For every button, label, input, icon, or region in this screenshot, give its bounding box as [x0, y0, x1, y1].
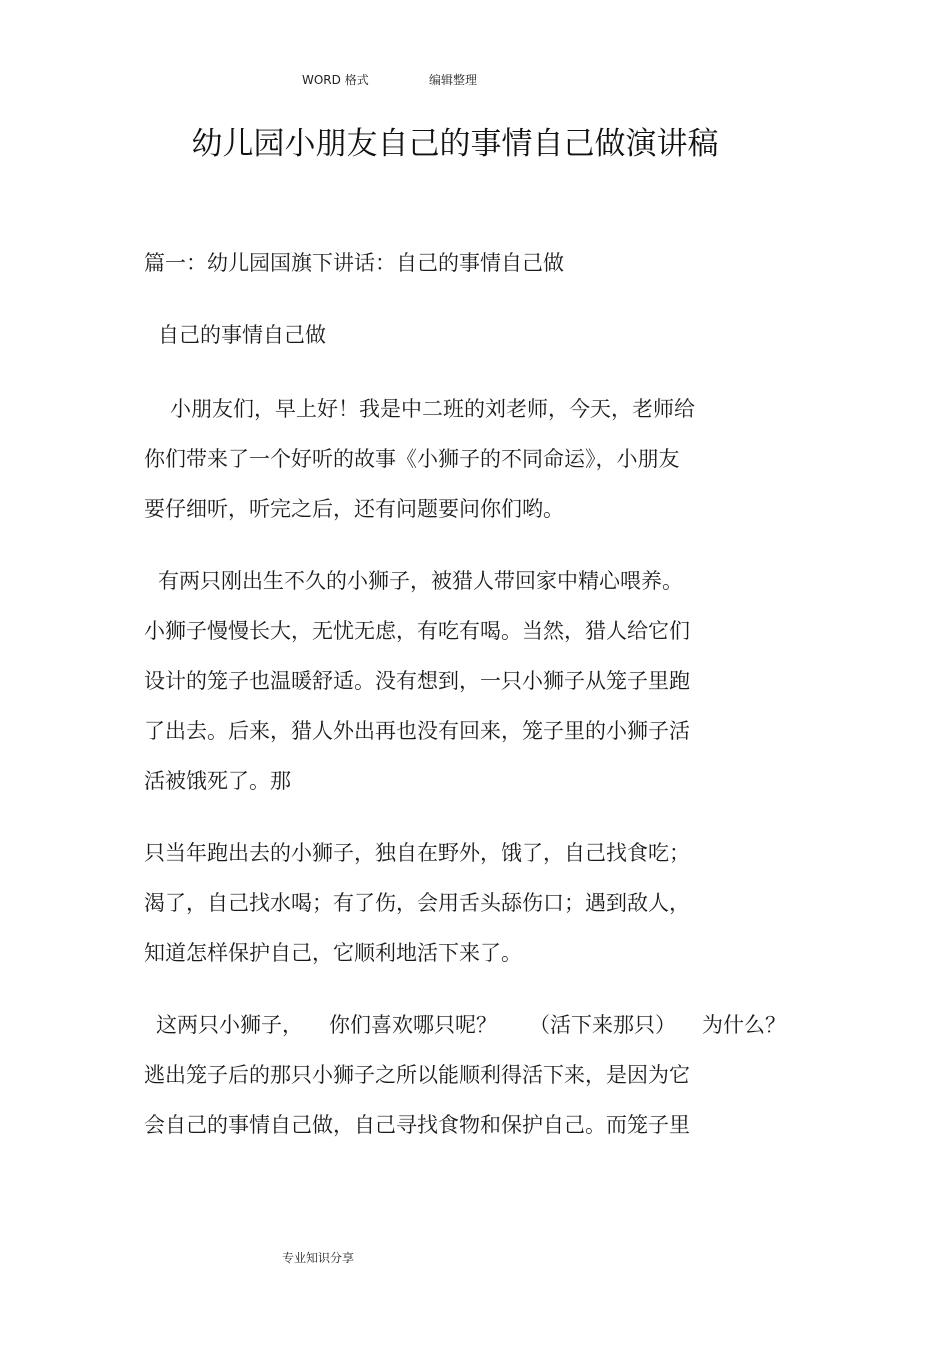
paragraph-4-line-3: 会自己的事情自己做，自己寻找食物和保护自己。而笼子里: [144, 1113, 690, 1137]
footer-label: 专业知识分享: [282, 1251, 355, 1265]
question-part-4: 为什么？: [702, 1013, 786, 1037]
paragraph-1-line-2: 你们带来了一个好听的故事《小狮子的不同命运》，小朋友: [144, 447, 680, 471]
paragraph-2-line-4: 了出去。后来，猎人外出再也没有回来，笼子里的小狮子活: [144, 719, 690, 743]
question-part-1: 这两只小狮子，: [156, 1013, 303, 1037]
paragraph-4-line-2: 逃出笼子后的那只小狮子之所以能顺利得活下来，是因为它: [144, 1063, 690, 1087]
paragraph-2-line-2: 小狮子慢慢长大，无忧无虑，有吃有喝。当然，猎人给它们: [144, 619, 690, 643]
header-edit-label: 编辑整理: [429, 73, 478, 87]
paragraph-2-line-1: 有两只刚出生不久的小狮子，被猎人带回家中精心喂养。: [158, 569, 683, 593]
paragraph-3-line-3: 知道怎样保护自己，它顺利地活下来了。: [144, 941, 522, 965]
sub-heading: 自己的事情自己做: [158, 323, 326, 347]
paragraph-3-line-2: 渴了，自己找水喝；有了伤，会用舌头舔伤口；遇到敌人，: [144, 891, 690, 915]
paragraph-3-line-1: 只当年跑出去的小狮子，独自在野外，饿了，自己找食吃；: [144, 841, 690, 865]
document-title: 幼儿园小朋友自己的事情自己做演讲稿: [191, 126, 719, 162]
header-format-label: WORD 格式: [302, 73, 369, 87]
paragraph-1-line-1: 小朋友们，早上好！我是中二班的刘老师，今天，老师给: [170, 397, 695, 421]
paragraph-4-line-1: [156, 1010, 786, 1040]
paragraph-2-line-5: 活被饿死了。那: [144, 769, 291, 793]
paragraph-1-line-3: 要仔细听，听完之后，还有问题要问你们哟。: [144, 497, 564, 521]
paragraph-2-line-3: 设计的笼子也温暖舒适。没有想到，一只小狮子从笼子里跑: [144, 669, 690, 693]
question-part-3: （活下来那只）: [529, 1013, 676, 1037]
question-part-2: 你们喜欢哪只呢？: [329, 1013, 497, 1037]
section-heading: 篇一：幼儿园国旗下讲话：自己的事情自己做: [144, 251, 564, 275]
